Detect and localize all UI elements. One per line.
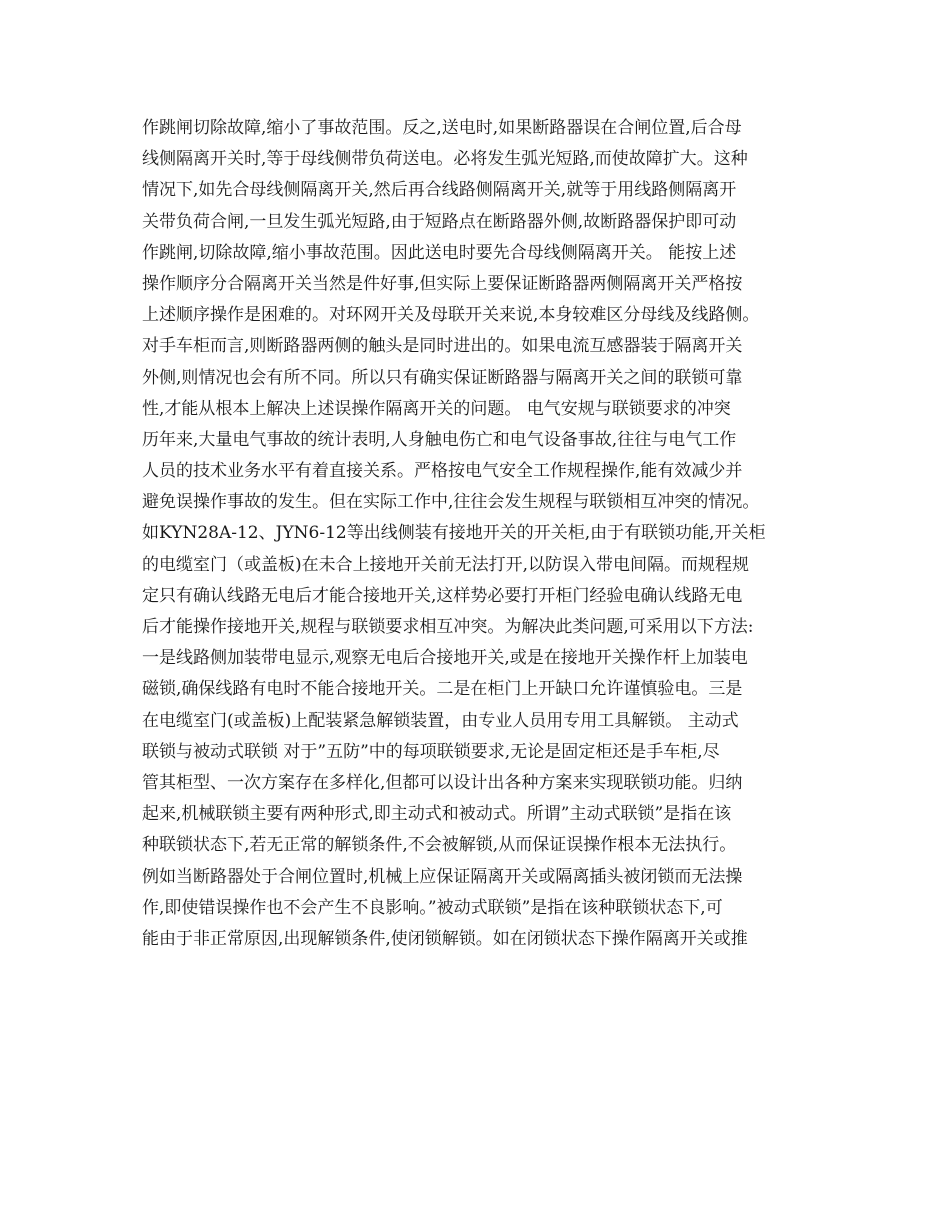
text-line: 定只有确认线路无电后才能合接地开关,这样势必要打开柜门经验电确认线路无电 xyxy=(142,585,743,606)
text-line: 作跳闸切除故障,缩小了事故范围。反之,送电时,如果断路器误在合闸位置,后合母 xyxy=(142,118,742,138)
text-line: 对手车柜而言,则断路器两侧的触头是同时进出的。如果电流互感器装于隔离开关 xyxy=(142,336,743,357)
text-line: 线侧隔离开关时,等于母线侧带负荷送电。必将发生弧光短路,而使故障扩大。这种 xyxy=(142,149,748,170)
text-line: 种联锁状态下,若无正常的解锁条件,不会被解锁,从而保证误操作根本无法执行。 xyxy=(142,835,737,856)
text-line: 的电缆室门（或盖板)在未合上接地开关前无法打开,以防误入带电间隔。而规程规 xyxy=(142,554,750,575)
text-line: 操作顺序分合隔离开关当然是件好事,但实际上要保证断路器两侧隔离开关严格按 xyxy=(142,273,743,294)
text-line: 作,即使错误操作也不会产生不良影响。”被动式联锁”是指在该种联锁状态下,可 xyxy=(142,897,723,918)
text-line: 情况下,如先合母线侧隔离开关,然后再合线路侧隔离开关,就等于用线路侧隔离开 xyxy=(142,180,737,201)
text-line: 关带负荷合闸,一旦发生弧光短路,由于短路点在断路器外侧,故断路器保护即可动 xyxy=(142,211,737,232)
text-line: 避免误操作事故的发生。但在实际工作中,往往会发生规程与联锁相互冲突的情况。 xyxy=(142,492,760,513)
text-line: 一是线路侧加装带电显示,观察无电后合接地开关,或是在接地开关操作杆上加装电 xyxy=(142,648,748,669)
text-line: 管其柜型、一次方案存在多样化,但都可以设计出各种方案来实现联锁功能。归纳 xyxy=(142,772,743,793)
text-line: 在电缆室门(或盖板)上配装紧急解锁装置，由专业人员用专用工具解锁。 主动式 xyxy=(142,710,739,731)
text-line: 能由于非正常原因,出现解锁条件,使闭锁解锁。如在闭锁状态下操作隔离开关或推 xyxy=(142,928,748,949)
text-line: 外侧,则情况也会有所不同。所以只有确实保证断路器与隔离开关之间的联锁可靠 xyxy=(142,367,743,388)
text-line: 如KYN28A-12、JYN6-12等出线侧装有接地开关的开关柜,由于有联锁功能,开关柜 xyxy=(142,523,766,544)
text-line: 作跳闸,切除故障,缩小事故范围。因此送电时要先合母线侧隔离开关。 能按上述 xyxy=(142,242,737,263)
text-line: 性,才能从根本上解决上述误操作隔离开关的问题。 电气安规与联锁要求的冲突 xyxy=(142,398,731,419)
text-line: 上述顺序操作是困难的。对环网开关及母联开关来说,本身较难区分母线及线路侧。 xyxy=(142,305,760,326)
text-line: 后才能操作接地开关,规程与联锁要求相互冲突。为解决此类问题,可采用以下方法: xyxy=(142,617,754,637)
text-line: 联锁与被动式联锁 对于”五防”中的每项联锁要求,无论是固定柜还是手车柜,尽 xyxy=(142,741,720,762)
text-line: 历年来,大量电气事故的统计表明,人身触电伤亡和电气设备事故,往往与电气工作 xyxy=(142,429,737,450)
text-line: 例如当断路器处于合闸位置时,机械上应保证隔离开关或隔离插头被闭锁而无法操 xyxy=(142,866,743,887)
text-line: 磁锁,确保线路有电时不能合接地开关。二是在柜门上开缺口允许谨慎验电。三是 xyxy=(142,679,743,700)
text-line: 人员的技术业务水平有着直接关系。严格按电气安全工作规程操作,能有效减少并 xyxy=(142,461,743,482)
body-text xyxy=(142,113,822,955)
text-line: 起来,机械联锁主要有两种形式,即主动式和被动式。所谓”主动式联锁”是指在该 xyxy=(142,804,732,825)
